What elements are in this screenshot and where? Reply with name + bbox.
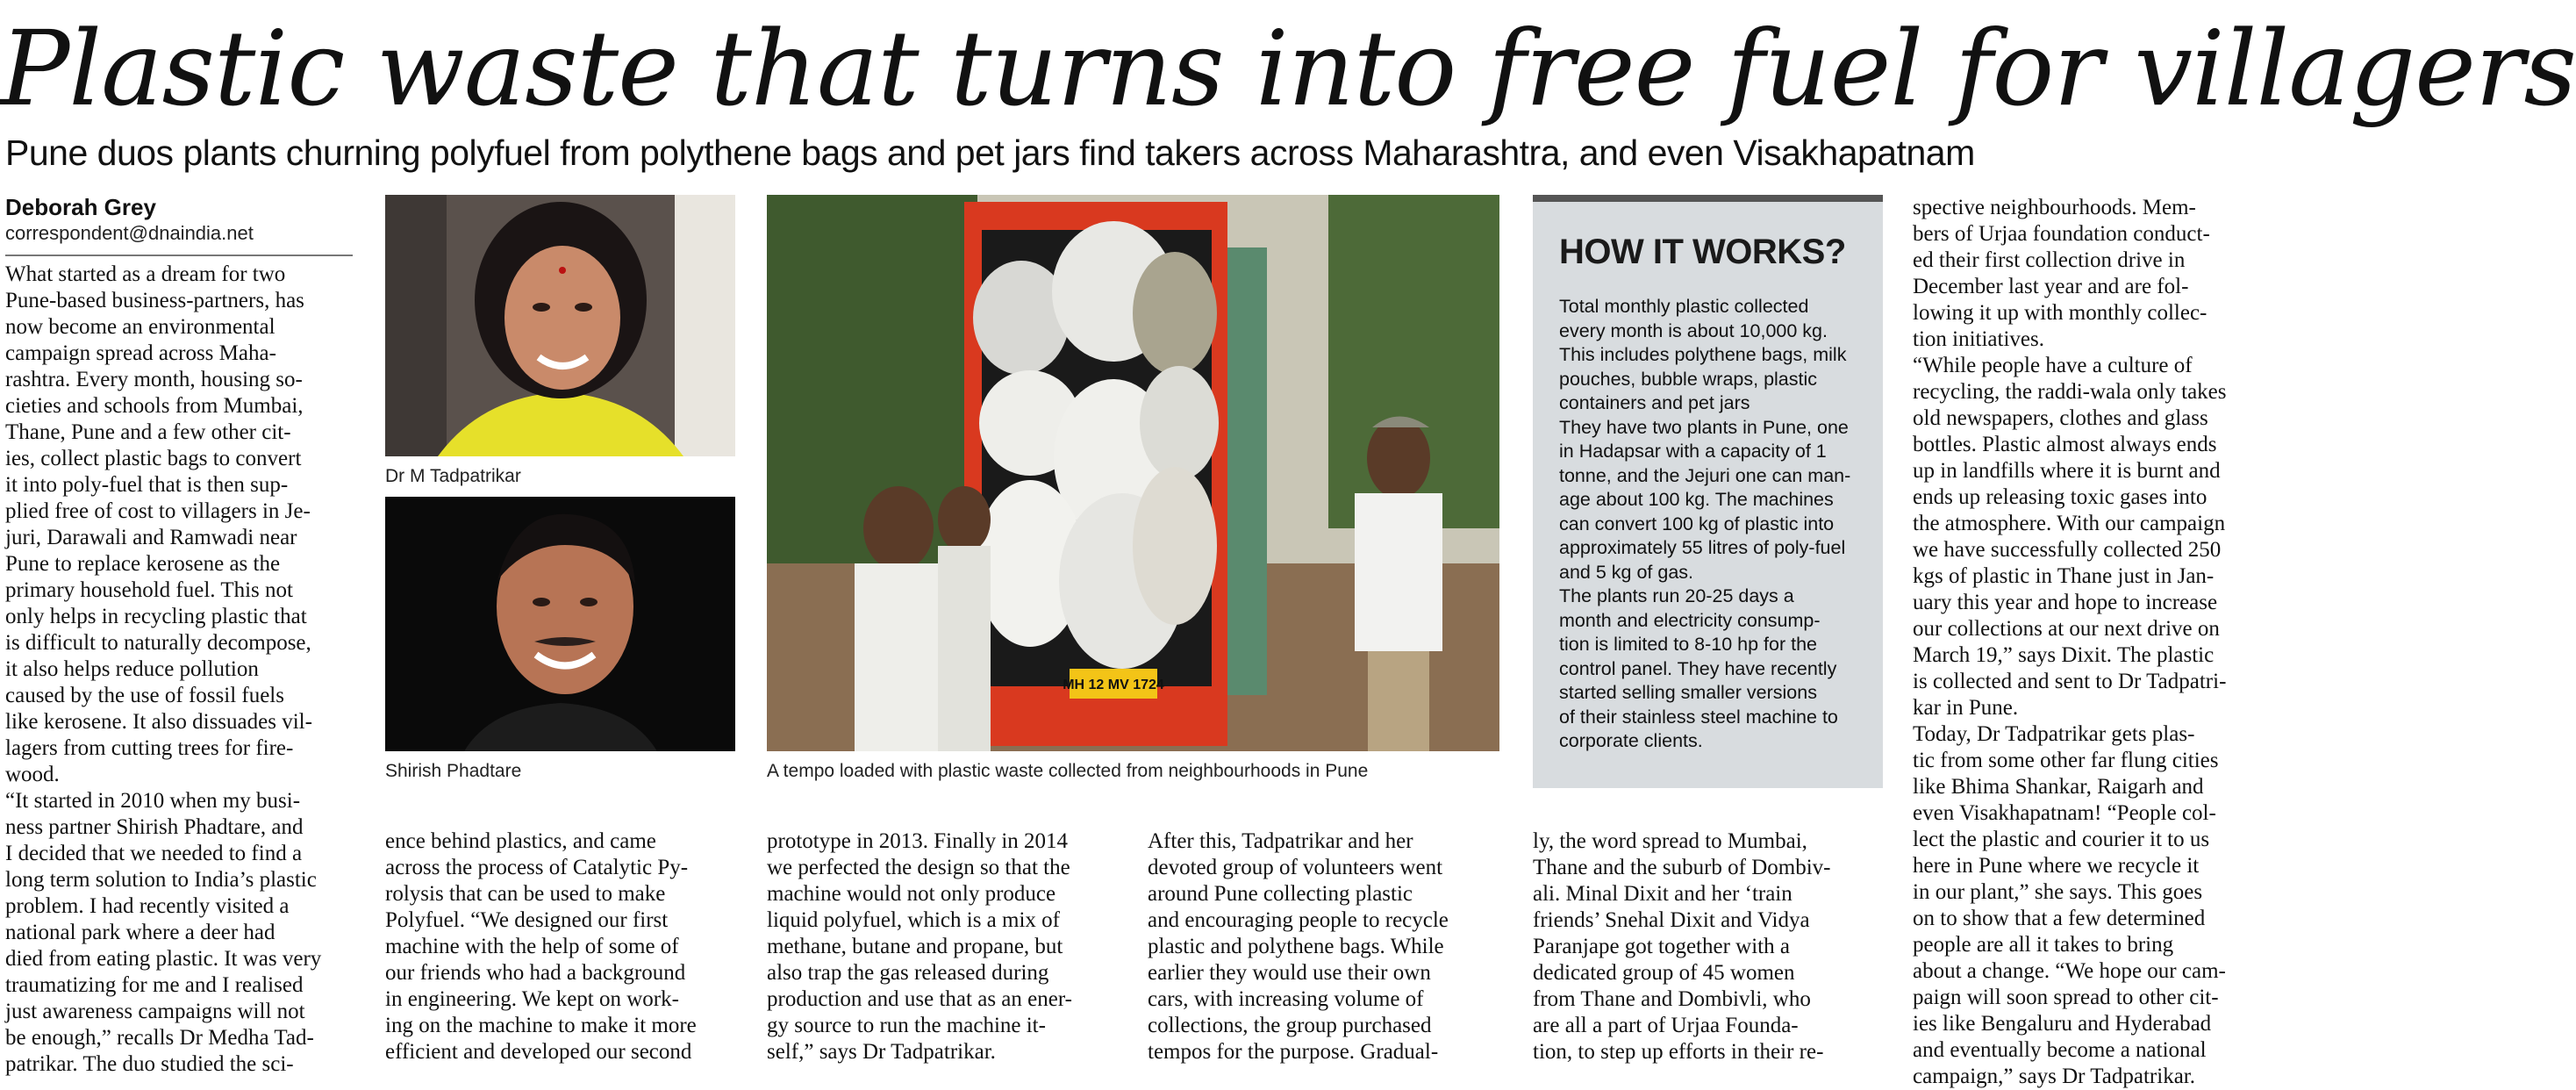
article-column-1: What started as a dream for two Pune-based business-partners, has now become an environmental campaign spread across Maha- rashtra. Every month, housing so- cieties and schools from Mumbai, Thane, Pune and a few other cit- ies, collect plastic bags to convert it into poly-fuel that is then sup- plied free of cost to villagers in Je- juri, Darawali and Ramwadi near Pune to replace kerosene as the primary household fuel. This not only helps in recycling plastic that is difficult to naturally decompose, it also helps reduce pollution caused by the use of fossil fuels like kerosene. It also dissuades vil- lagers from cutting trees for fire- wood. “It started in 2010 when my busi- ness partner Shirish Phadtare, and I decided that we needed to find a long term solution to India’s plastic problem. I had recently visited a national park where a deer had died from eating plastic. It was very traumatizing for me and I realised just awareness campaigns will not be enough,” recalls Dr Medha Tad- patrikar. The duo studied the sci- — [5, 262, 322, 1076]
how-it-works-text: Total monthly plastic collected every month is about 10,000 kg. This includes polythene bags, milk pouches, bubble wraps, plastic containers and pet jars They have two plants in Pune, one in Hadapsar with a capacity of 1 tonne, and the Jejuri one can man- age about 100 kg. The machines can convert 100 kg of plastic into approximately 55 litres of poly-fuel and 5 kg of gas. The plants run 20-25 days a month and electricity consump- tion is limited to 8-10 hp for the control panel. They have recently started selling smaller versions of their stainless steel machine to corporate clients. — [1559, 296, 1851, 751]
photo-tadpatrikar — [385, 195, 735, 456]
byline-email: correspondent@dnaindia.net — [5, 222, 254, 244]
article-column-2: ence behind plastics, and came across the process of Catalytic Py- rolysis that can be used to make Polyfuel. “We designed our first machine with the help of some of our friends who had a background in engineering. We kept on work- ing on the machine to make it more efficient and developed our second — [385, 829, 697, 1064]
portrait-man-image — [385, 497, 735, 751]
photo-caption-phadtare: Shirish Phadtare — [385, 761, 522, 781]
article-column-5: ly, the word spread to Mumbai, Thane and the suburb of Dombiv- ali. Minal Dixit and her ‘train friends’ Snehal Dixit and Vidya Paranjape got together with a dedicated group of 45 women from Thane and Dombivli, who are all a part of Urjaa Founda- tion, to step up efforts in their re- — [1533, 829, 1831, 1064]
portrait-woman-image — [385, 195, 735, 456]
photo-caption-tempo: A tempo loaded with plastic waste collected from neighbourhoods in Pune — [767, 761, 1369, 781]
tempo-truck-image — [767, 195, 1499, 751]
photo-tempo — [767, 195, 1499, 751]
headline: Plastic waste that turns into free fuel for villagers — [0, 8, 2576, 129]
article-column-4: After this, Tadpatrikar and her devoted group of volunteers went around Pune collecting plastic and encouraging people to recycle plastic and polythene bags. While earlier they would use their own cars, with increasing volume of collections, the group purchased tempos for the purpose. Gradual- — [1148, 829, 1449, 1064]
subheadline: Pune duos plants churning polyfuel from polythene bags and pet jars find takers across Maharashtra, and even Visakhapatnam — [5, 133, 1975, 173]
article-column-3: prototype in 2013. Finally in 2014 we perfected the design so that the machine would not only produce liquid polyfuel, which is a mix of methane, butane and propane, but also trap the gas released during production and use that as an ener- gy source to run the machine it- self,” says Dr Tadpatrikar. — [767, 829, 1072, 1064]
byline — [5, 193, 356, 246]
photo-caption-tadpatrikar: Dr M Tadpatrikar — [385, 466, 521, 486]
byline-name: Deborah Grey — [5, 194, 156, 220]
photo-phadtare — [385, 497, 735, 751]
how-it-works-title: HOW IT WORKS? — [1559, 233, 1846, 271]
plate-number-text: MH 12 MV 1724 — [1063, 678, 1164, 692]
how-it-works-box — [1533, 195, 1883, 788]
byline-divider — [5, 255, 353, 256]
article-column-6: spective neighbourhoods. Mem- bers of Urjaa foundation conduct- ed their first collection drive in December last year and are fol- lowing it up with monthly collec- tion initiatives. “While people have a culture of recycling, the raddi-wala only takes old newspapers, clothes and glass bottles. Plastic almost always ends up in landfills where it is burnt and ends up releasing toxic gases into the atmosphere. With our campaign we have successfully collected 250 kgs of plastic in Thane just in Jan- uary this year and hope to increase our collections at our next drive on March 19,” says Dixit. The plastic is collected and sent to Dr Tadpatri- kar in Pune. Today, Dr Tadpatrikar gets plas- tic from some other far flung cities like Bhima Shankar, Raigarh and even Visakhapatnam! “People col- lect the plastic and courier it to us here in Pune where we recycle it in our plant,” she says. This goes on to show that a few determined people are all it takes to bring about a change. “We hope our cam- paign will soon spread to other cit- ies like Bengaluru and Hyderabad and eventually become a national campaign,” says Dr Tadpatrikar. — [1913, 196, 2227, 1088]
